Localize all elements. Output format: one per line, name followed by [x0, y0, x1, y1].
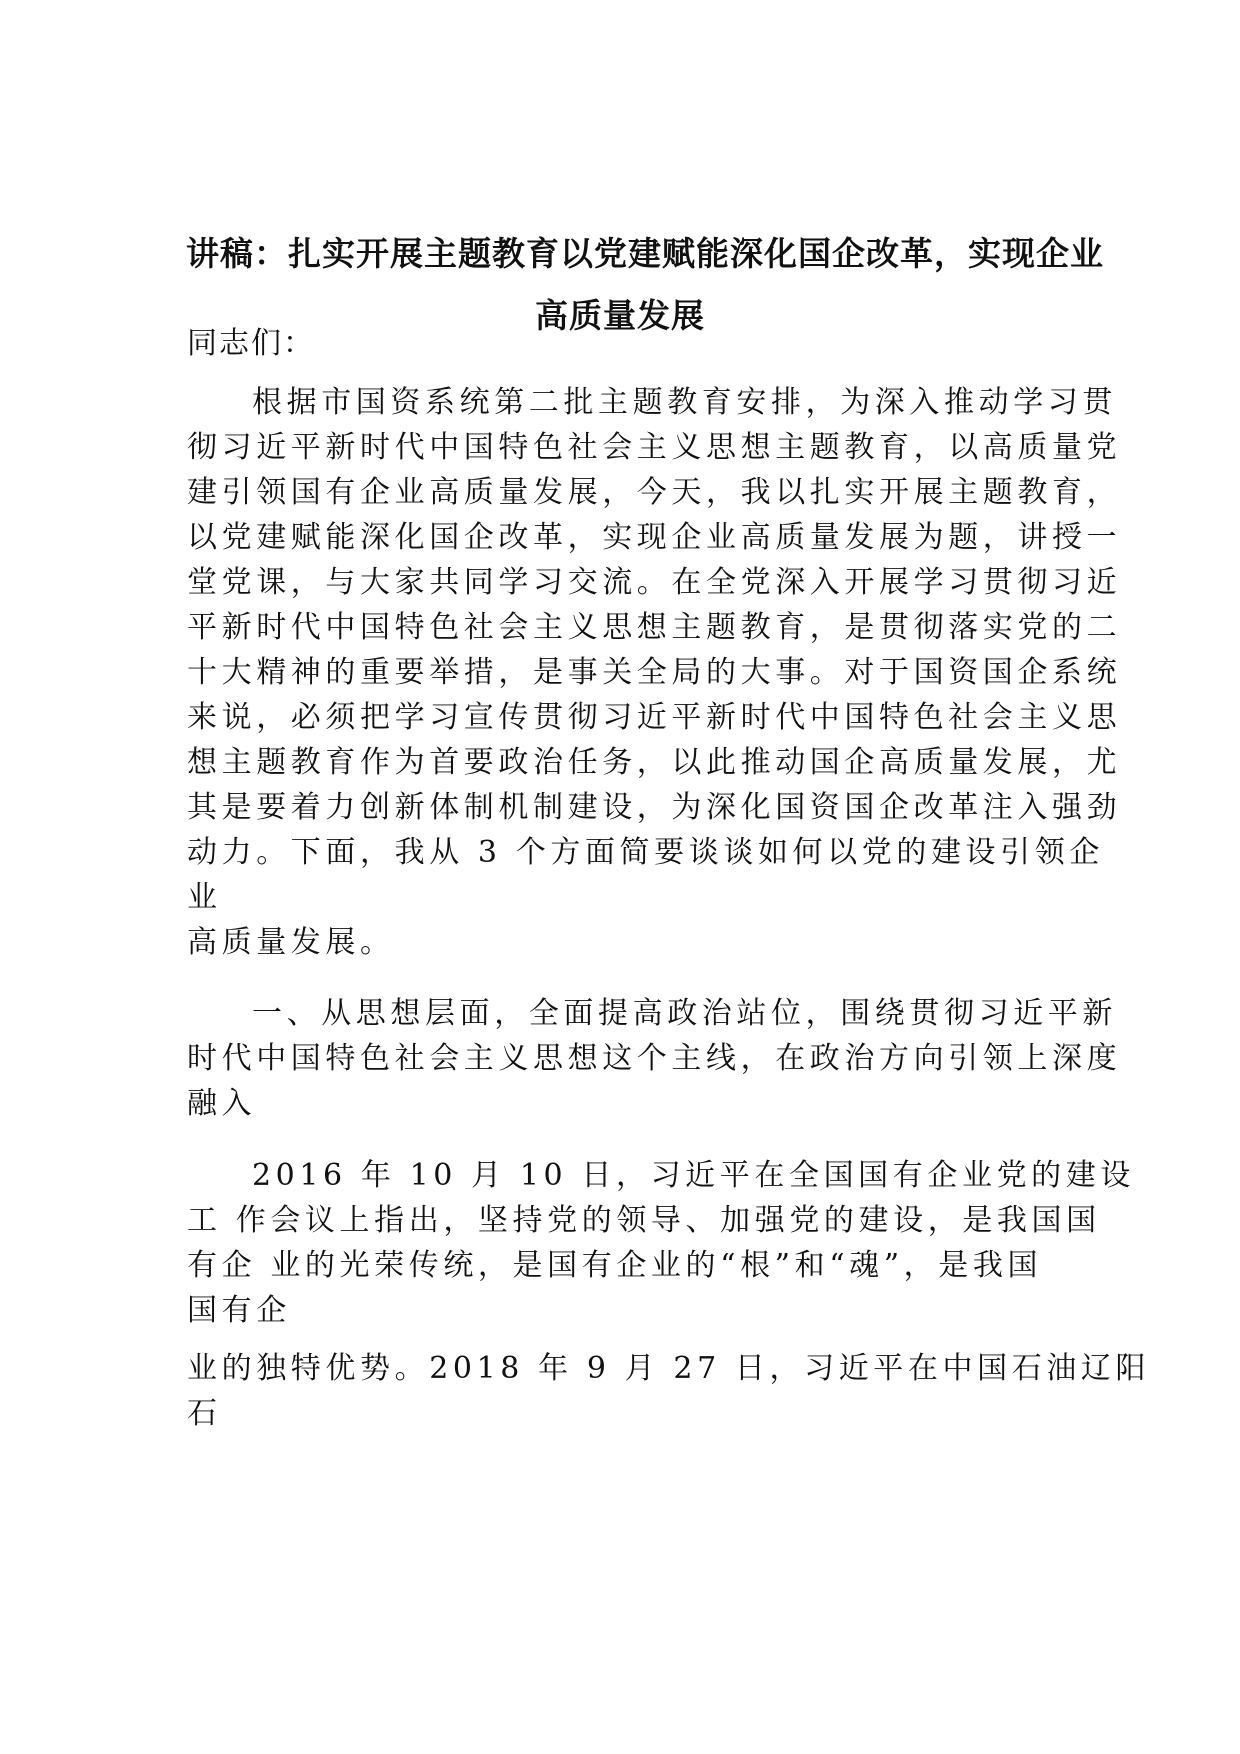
paragraph-1-line: 高质量发展。: [187, 925, 395, 960]
paragraph-1-line: 业: [187, 880, 222, 915]
paragraph-2-line: 石: [187, 1396, 222, 1431]
paragraph-2-line: 国有企: [187, 1293, 291, 1328]
paragraph-1-line: 来说，必须把学习宣传贯彻习近平新时代中国特色社会主义思: [187, 700, 1122, 735]
paragraph-1-line: 其是要着力创新体制机制建设，为深化国资国企改革注入强劲: [187, 790, 1122, 825]
section-heading-line: 时代中国特色社会主义思想这个主线，在政治方向引领上深度: [187, 1041, 1122, 1076]
paragraph-1-line: 以党建赋能深化国企改革，实现企业高质量发展为题，讲授一: [187, 520, 1122, 555]
document-title-line-2: 高质量发展: [535, 296, 705, 335]
paragraph-1-line: 根据市国资系统第二批主题教育安排，为深入推动学习贯: [252, 385, 1117, 420]
paragraph-1-line: 动力。下面，我从 3 个方面简要谈谈如何以党的建设引领企: [187, 835, 1104, 870]
paragraph-1-line: 想主题教育作为首要政治任务，以此推动国企高质量发展，尤: [187, 745, 1122, 780]
paragraph-2-line: 工 作会议上指出，坚持党的领导、加强党的建设，是我国国: [187, 1203, 1101, 1238]
paragraph-2-line: 2016 年 10 月 10 日，习近平在全国国有企业党的建设: [252, 1158, 1135, 1193]
paragraph-1-line: 平新时代中国特色社会主义思想主题教育，是贯彻落实党的二: [187, 610, 1122, 645]
paragraph-1-line: 堂党课，与大家共同学习交流。在全党深入开展学习贯彻习近: [187, 565, 1122, 600]
section-heading-line: 融入: [187, 1086, 257, 1121]
salutation: 同志们：: [187, 326, 315, 361]
paragraph-1-line: 建引领国有企业高质量发展，今天，我以扎实开展主题教育，: [187, 475, 1122, 510]
section-heading-line: 一、从思想层面，全面提高政治站位，围绕贯彻习近平新: [252, 996, 1117, 1031]
document-title-line-1: 讲稿：扎实开展主题教育以党建赋能深化国企改革，实现企业: [186, 234, 1104, 273]
paragraph-2-line: 业的独特优势。2018 年 9 月 27 日，习近平在中国石油辽阳: [187, 1351, 1151, 1386]
paragraph-1-line: 彻习近平新时代中国特色社会主义思想主题教育，以高质量党: [187, 430, 1122, 465]
paragraph-2-line: 有企 业的光荣传统，是国有企业的“根”和“魂”，是我国: [187, 1248, 1043, 1283]
paragraph-1-line: 十大精神的重要举措，是事关全局的大事。对于国资国企系统: [187, 655, 1122, 690]
